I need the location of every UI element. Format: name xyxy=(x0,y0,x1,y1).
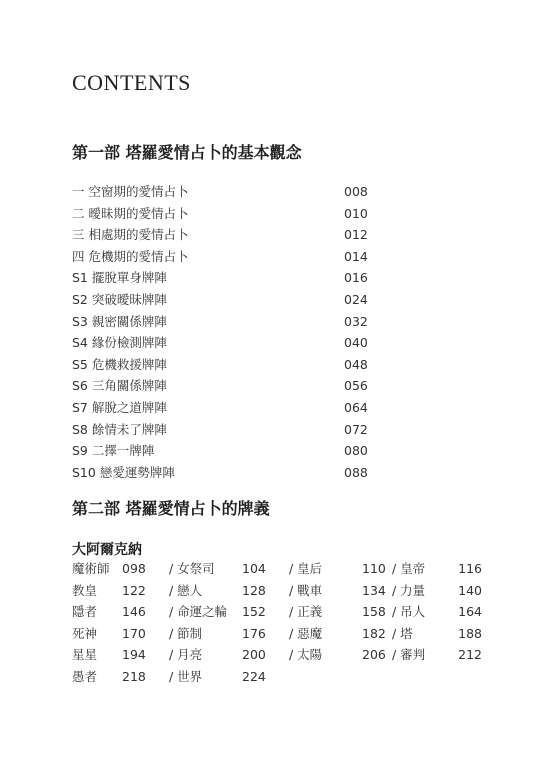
card-page: 104 xyxy=(242,561,266,576)
card-page: 146 xyxy=(122,604,146,620)
card-page: 158 xyxy=(362,604,386,620)
card-name: 星星 xyxy=(72,647,98,663)
toc-entry-page: 016 xyxy=(344,270,368,286)
card-entry xyxy=(289,623,392,645)
card-name: / 戰車 xyxy=(289,582,323,598)
card-row xyxy=(72,666,482,688)
card-page: 212 xyxy=(458,647,482,663)
card-entry xyxy=(72,601,169,623)
toc-entry-page: 088 xyxy=(344,464,368,480)
toc-entry-label: 一 空窗期的愛情占卜 xyxy=(72,184,189,199)
card-page: 098 xyxy=(122,561,146,576)
card-entry xyxy=(392,558,482,580)
toc-entry-label: S7 解脫之道牌陣 xyxy=(72,399,167,415)
card-entry xyxy=(289,580,392,602)
toc-entry-label: S5 危機救援牌陣 xyxy=(72,356,167,372)
card-name: / 正義 xyxy=(289,604,323,620)
card-name: / 吊人 xyxy=(392,604,426,620)
card-entry xyxy=(72,580,169,602)
card-page: 110 xyxy=(362,561,386,576)
card-page: 170 xyxy=(122,625,146,641)
card-entry xyxy=(392,623,482,645)
card-page: 164 xyxy=(458,604,482,620)
card-name: / 世界 xyxy=(169,668,203,684)
card-page: 188 xyxy=(458,625,482,641)
card-name: / 太陽 xyxy=(289,647,323,663)
toc-entry xyxy=(72,419,372,441)
card-entry xyxy=(169,580,289,602)
card-name: / 力量 xyxy=(392,582,426,598)
card-name: / 女祭司 xyxy=(169,561,215,576)
toc-entry-page: 014 xyxy=(344,248,368,264)
card-page: 200 xyxy=(242,647,266,663)
card-entry xyxy=(72,644,169,666)
card-entry xyxy=(169,601,289,623)
card-entry xyxy=(289,558,392,580)
card-page: 122 xyxy=(122,582,146,598)
card-page: 194 xyxy=(122,647,146,663)
part2-heading: 第二部 塔羅愛情占卜的牌義 xyxy=(72,499,270,518)
contents-title: CONTENTS xyxy=(72,70,191,95)
card-row xyxy=(72,558,482,580)
toc-entry-label: S6 三角關係牌陣 xyxy=(72,378,167,394)
toc-entry-page: 072 xyxy=(344,421,368,437)
major-arcana-label: 大阿爾克納 xyxy=(72,542,142,558)
toc-entry-page: 040 xyxy=(344,335,368,351)
card-name: / 皇后 xyxy=(289,561,323,576)
card-name: / 節制 xyxy=(169,625,203,641)
card-name: / 戀人 xyxy=(169,582,203,598)
card-entry xyxy=(72,623,169,645)
toc-entry xyxy=(72,289,372,311)
toc-entry xyxy=(72,440,372,462)
card-page: 182 xyxy=(362,625,386,641)
card-index-table xyxy=(72,558,482,688)
card-name: 死神 xyxy=(72,625,98,641)
card-page: 134 xyxy=(362,582,386,598)
card-page: 224 xyxy=(242,668,266,684)
card-name: / 惡魔 xyxy=(289,625,323,641)
toc-entry-page: 012 xyxy=(344,227,368,243)
card-name: / 塔 xyxy=(392,625,413,641)
toc-entry xyxy=(72,375,372,397)
card-entry xyxy=(169,558,289,580)
card-page: 206 xyxy=(362,647,386,663)
toc-entry xyxy=(72,267,372,289)
card-name: / 皇帝 xyxy=(392,561,426,576)
card-entry xyxy=(72,558,169,580)
card-name: 愚者 xyxy=(72,668,98,684)
card-page: 128 xyxy=(242,582,266,598)
card-page: 116 xyxy=(458,561,482,576)
card-row xyxy=(72,644,482,666)
toc-entry xyxy=(72,246,372,268)
toc-entry-page: 032 xyxy=(344,313,368,329)
toc-entry-page: 048 xyxy=(344,356,368,372)
toc-entry-label: 四 危機期的愛情占卜 xyxy=(72,248,189,264)
toc-entry xyxy=(72,462,372,484)
toc-entry-label: S4 緣份檢測牌陣 xyxy=(72,335,167,351)
toc-entry-label: S2 突破曖昧牌陣 xyxy=(72,291,167,307)
card-name: 魔術師 xyxy=(72,561,110,576)
toc-entry xyxy=(72,224,372,246)
toc-entry-page: 056 xyxy=(344,378,368,394)
card-entry xyxy=(392,644,482,666)
card-name: 教皇 xyxy=(72,582,98,598)
toc-entry-page: 080 xyxy=(344,443,368,459)
card-entry xyxy=(72,666,169,688)
card-name: / 審判 xyxy=(392,647,426,663)
toc-entry-label: 二 曖昧期的愛情占卜 xyxy=(72,205,189,221)
card-page: 152 xyxy=(242,604,266,620)
card-page: 140 xyxy=(458,582,482,598)
card-page: 176 xyxy=(242,625,266,641)
card-entry xyxy=(392,580,482,602)
toc-entry-label: 三 相處期的愛情占卜 xyxy=(72,227,189,243)
toc-entry xyxy=(72,203,372,225)
card-name: / 命運之輪 xyxy=(169,604,228,620)
toc-entry-label: S8 餘情未了牌陣 xyxy=(72,421,167,437)
card-entry xyxy=(169,623,289,645)
card-entry xyxy=(289,601,392,623)
toc-entry-page: 064 xyxy=(344,399,368,415)
toc-entry xyxy=(72,354,372,376)
card-name: 隱者 xyxy=(72,604,98,620)
part1-heading: 第一部 塔羅愛情占卜的基本觀念 xyxy=(72,143,302,162)
card-entry xyxy=(392,601,482,623)
card-row xyxy=(72,623,482,645)
card-entry xyxy=(169,644,289,666)
card-entry xyxy=(169,666,289,688)
card-name: / 月亮 xyxy=(169,647,203,663)
toc-entry-page: 008 xyxy=(344,184,368,199)
toc-entry xyxy=(72,181,372,203)
part1-toc-list xyxy=(72,181,372,483)
toc-entry-label: S3 親密關係牌陣 xyxy=(72,313,167,329)
card-row xyxy=(72,601,482,623)
toc-entry-page: 010 xyxy=(344,205,368,221)
toc-entry-label: S10 戀愛運勢牌陣 xyxy=(72,464,175,480)
card-entry xyxy=(289,644,392,666)
toc-entry-label: S1 擺脫單身牌陣 xyxy=(72,270,167,286)
toc-entry-label: S9 二擇一牌陣 xyxy=(72,443,155,459)
toc-entry xyxy=(72,311,372,333)
toc-entry-page: 024 xyxy=(344,291,368,307)
toc-entry xyxy=(72,397,372,419)
card-row xyxy=(72,580,482,602)
card-page: 218 xyxy=(122,668,146,684)
toc-entry xyxy=(72,332,372,354)
